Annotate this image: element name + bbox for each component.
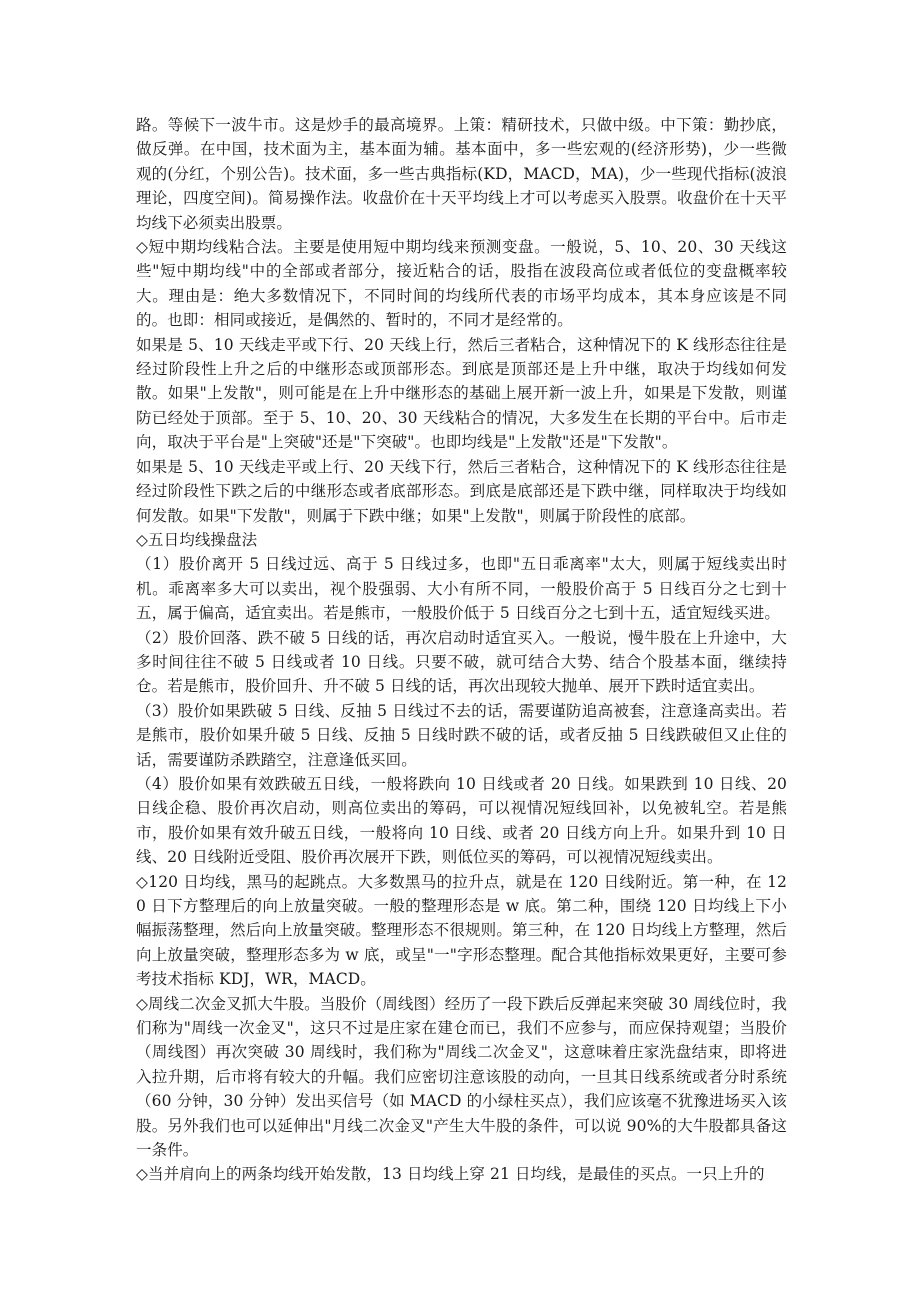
paragraph-13-21-day-ma: ◇当并肩向上的两条均线开始发散，13 日均线上穿 21 日均线，是最佳的买点。一只上升的 — [136, 1165, 765, 1184]
list-item-rule-1: （1）股价离开 5 日线过远、高于 5 日线过多，也即"五日乖离率"太大，则属于短线卖出时机。乖离率多大可以卖出，视个股强弱、大小有所不同，一般股价高于 5 日线百分之七到十五，属于偏高，适宜卖出。若是熊市，一般股价低于 5 日线百分之七到十五，适宜短线买进。 — [136, 555, 787, 623]
paragraph-120-day-ma: ◇120 日均线，黑马的起跳点。大多数黑马的拉升点，就是在 120 日线附近。第一种，在 120 日下方整理后的向上放量突破。一般的整理形态是 w 底。第二种，围绕 120 日均线上下小幅振荡整理，然后向上放量突破。整理形态不很规则。第三种，在 120 日均线上方整理，然后向上放量突破，整理形态多为 w 底，或呈"一"字形态整理。配合其他指标效果更好，主要可参考技术指标 KDJ，WR，MACD。 — [136, 872, 787, 989]
paragraph-weekly-golden-cross: ◇周线二次金叉抓大牛股。当股价（周线图）经历了一段下跌后反弹起来突破 30 周线位时，我们称为"周线一次金叉"，这只不过是庄家在建仓而已，我们不应参与，而应保持观望；当股价（周线图）再次突破 30 周线时，我们称为"周线二次金叉"，这意味着庄家洗盘结束，即将进入拉升期，后市将有较大的升幅。我们应密切注意该股的动向，一旦其日线系统或者分时系统（60 分钟，30 分钟）发出买信号（如 MACD 的小绿柱买点），我们应该毫不犹豫进场买入该股。另外我们也可以延伸出"月线二次金叉"产生大牛股的条件，可以说 90%的大牛股都具备这一条件。 — [136, 994, 787, 1160]
list-item-rule-3: （3）股价如果跌破 5 日线、反抽 5 日线过不去的话，需要谨防追高被套，注意逢高卖出。若是熊市，股价如果升破 5 日线、反抽 5 日线时跌不破的话，或者反抽 5 日线跌破但又止住的话，需要谨防杀跌踏空，注意逢低买回。 — [136, 701, 787, 769]
paragraph-ma-convergence: ◇短中期均线粘合法。主要是使用短中期均线来预测变盘。一般说，5、10、20、30 天线这些"短中期均线"中的全部或者部分，接近粘合的话，股指在波段高位或者低位的变盘概率较大。理由是：绝大多数情况下，不同时间的均线所代表的市场平均成本，其本身应该是不同的。也即：相同或接近，是偶然的、暂时的，不同才是经常的。 — [136, 238, 787, 330]
list-item-rule-2: （2）股价回落、跌不破 5 日线的话，再次启动时适宜买入。一般说，慢牛股在上升途中，大多时间往往不破 5 日线或者 10 日线。只要不破，就可结合大势、结合个股基本面，继续持仓。若是熊市，股价回升、升不破 5 日线的话，再次出现较大抛单、展开下跌时适宜卖出。 — [136, 628, 787, 696]
document-page — [136, 113, 787, 1187]
paragraph-market-strategy: 路。等候下一波牛市。这是炒手的最高境界。上策：精研技术，只做中级。中下策：勤抄底，做反弹。在中国，技术面为主，基本面为辅。基本面中，多一些宏观的(经济形势)，少一些微观的(分红，个别公告)。技术面，多一些古典指标(KD，MACD，MA)，少一些现代指标(波浪理论，四度空间)。简易操作法。收盘价在十天平均线上才可以考虑买入股票。收盘价在十天平均线下必须卖出股票。 — [136, 116, 787, 232]
section-heading-five-day-ma: ◇五日均线操盘法 — [136, 530, 258, 549]
list-item-rule-4: （4）股价如果有效跌破五日线，一般将跌向 10 日线或者 20 日线。如果跌到 10 日线、20 日线企稳、股价再次启动，则高位卖出的筹码，可以视情况短线回补，以免被轧空。若是熊市，股价如果有效升破五日线，一般将向 10 日线、或者 20 日线方向上升。如果升到 10 日线、20 日线附近受阻、股价再次展开下跌，则低位买的筹码，可以视情况短线卖出。 — [136, 774, 787, 867]
paragraph-ma-bottom-pattern: 如果是 5、10 天线走平或上行、20 天线下行，然后三者粘合，这种情况下的 K 线形态往往是经过阶段性下跌之后的中继形态或者底部形态。到底是底部还是下跌中继，同样取决于均线如何发散。如果"下发散"，则属于下跌中继；如果"上发散"，则属于阶段性的底部。 — [136, 457, 787, 525]
paragraph-ma-top-pattern: 如果是 5、10 天线走平或下行、20 天线上行，然后三者粘合，这种情况下的 K 线形态往往是经过阶段性上升之后的中继形态或顶部形态。到底是顶部还是上升中继，取决于均线如何发散。如果"上发散"，则可能是在上升中继形态的基础上展开新一波上升，如果是下发散，则谨防已经处于顶部。至于 5、10、20、30 天线粘合的情况，大多发生在长期的平台中。后市走向，取决于平台是"上突破"还是"下突破"。也即均线是"上发散"还是"下发散"。 — [136, 335, 787, 452]
